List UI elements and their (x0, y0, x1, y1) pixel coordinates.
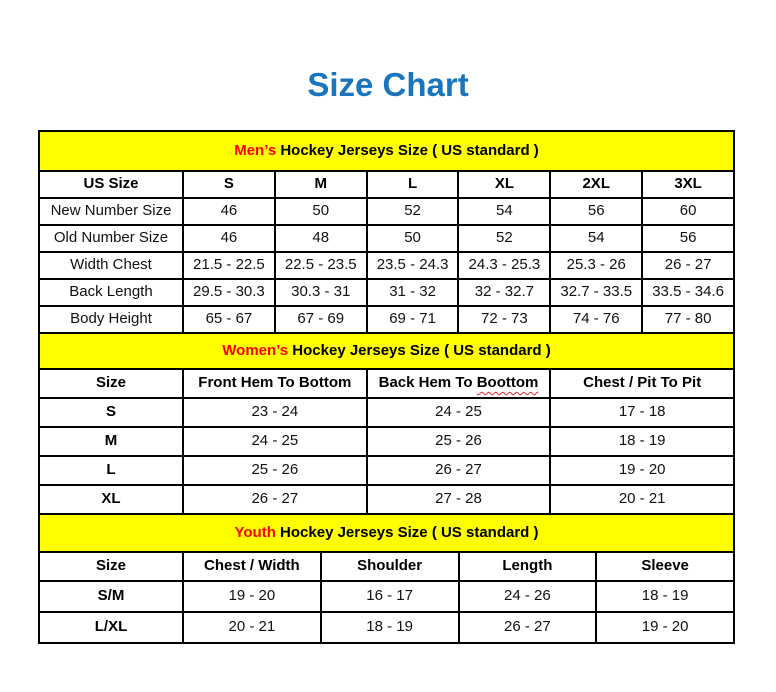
value-cell: 52 (458, 225, 550, 252)
value-cell: 22.5 - 23.5 (275, 252, 367, 279)
value-cell: 19 - 20 (550, 456, 734, 485)
womens-header-row (39, 369, 734, 398)
value-cell: 54 (550, 225, 642, 252)
youth-size-table (38, 513, 735, 644)
value-cell: 18 - 19 (596, 581, 734, 612)
youth-table-row-s-m (39, 581, 734, 612)
value-cell: 46 (183, 198, 275, 225)
womens-column-header-2: Back Hem To Boottom (367, 369, 551, 398)
value-cell: 31 - 32 (367, 279, 459, 306)
value-cell: 29.5 - 30.3 (183, 279, 275, 306)
youth-column-header-2: Shoulder (321, 552, 459, 581)
value-cell: 50 (275, 198, 367, 225)
value-cell: 24.3 - 25.3 (458, 252, 550, 279)
womens-table-row-s (39, 398, 734, 427)
value-cell: 32.7 - 33.5 (550, 279, 642, 306)
womens-caption-highlight: Women’s (222, 341, 289, 359)
row-label-cell: Width Chest (39, 252, 183, 279)
value-cell: 26 - 27 (642, 252, 734, 279)
mens-table-row-old-number-size (39, 225, 734, 252)
row-label-cell: Body Height (39, 306, 183, 333)
row-label-cell: S (39, 398, 183, 427)
value-cell: 27 - 28 (367, 485, 551, 514)
mens-table-row-body-height (39, 306, 734, 333)
mens-column-header-6: 3XL (642, 171, 734, 198)
value-cell: 19 - 20 (596, 612, 734, 643)
value-cell: 20 - 21 (183, 612, 321, 643)
value-cell: 19 - 20 (183, 581, 321, 612)
youth-column-header-1: Chest / Width (183, 552, 321, 581)
value-cell: 23.5 - 24.3 (367, 252, 459, 279)
youth-table-row-l-xl (39, 612, 734, 643)
value-cell: 65 - 67 (183, 306, 275, 333)
value-cell: 18 - 19 (550, 427, 734, 456)
row-label-cell: L (39, 456, 183, 485)
row-label-cell: M (39, 427, 183, 456)
youth-column-header-4: Sleeve (596, 552, 734, 581)
youth-header-row (39, 552, 734, 581)
value-cell: 54 (458, 198, 550, 225)
mens-table-row-new-number-size (39, 198, 734, 225)
value-cell: 32 - 32.7 (458, 279, 550, 306)
mens-table-row-width-chest (39, 252, 734, 279)
womens-size-table (38, 332, 735, 515)
value-cell: 26 - 27 (459, 612, 597, 643)
womens-table-row-l (39, 456, 734, 485)
mens-caption-highlight: Men’s (234, 141, 277, 159)
page-title: Size Chart (307, 66, 469, 103)
row-label-cell: Old Number Size (39, 225, 183, 252)
value-cell: 17 - 18 (550, 398, 734, 427)
value-cell: 24 - 25 (183, 427, 367, 456)
youth-caption-highlight: Youth (234, 523, 276, 541)
value-cell: 23 - 24 (183, 398, 367, 427)
youth-column-header-0: Size (39, 552, 183, 581)
value-cell: 26 - 27 (183, 485, 367, 514)
womens-caption-row (39, 333, 734, 369)
row-label-cell: Back Length (39, 279, 183, 306)
mens-table-row-back-length (39, 279, 734, 306)
value-cell: 16 - 17 (321, 581, 459, 612)
value-cell: 30.3 - 31 (275, 279, 367, 306)
mens-column-header-5: 2XL (550, 171, 642, 198)
womens-column-header-1: Front Hem To Bottom (183, 369, 367, 398)
youth-column-header-3: Length (459, 552, 597, 581)
size-tables (38, 130, 733, 644)
mens-caption-row (39, 131, 734, 171)
value-cell: 72 - 73 (458, 306, 550, 333)
value-cell: 46 (183, 225, 275, 252)
womens-column-header-3: Chest / Pit To Pit (550, 369, 734, 398)
womens-table-row-xl (39, 485, 734, 514)
mens-size-table (38, 130, 735, 334)
womens-table-caption: Women’s Hockey Jerseys Size ( US standard ) (39, 333, 734, 369)
mens-header-row (39, 171, 734, 198)
mens-column-header-4: XL (458, 171, 550, 198)
value-cell: 20 - 21 (550, 485, 734, 514)
value-cell: 74 - 76 (550, 306, 642, 333)
row-label-cell: S/M (39, 581, 183, 612)
womens-column-header-0: Size (39, 369, 183, 398)
value-cell: 77 - 80 (642, 306, 734, 333)
value-cell: 18 - 19 (321, 612, 459, 643)
youth-table-caption: Youth Hockey Jerseys Size ( US standard ) (39, 514, 734, 552)
value-cell: 33.5 - 34.6 (642, 279, 734, 306)
misspelled-word: Boottom (476, 374, 539, 392)
mens-column-header-2: M (275, 171, 367, 198)
value-cell: 24 - 25 (367, 398, 551, 427)
row-label-cell: New Number Size (39, 198, 183, 225)
row-label-cell: L/XL (39, 612, 183, 643)
value-cell: 24 - 26 (459, 581, 597, 612)
value-cell: 21.5 - 22.5 (183, 252, 275, 279)
mens-column-header-1: S (183, 171, 275, 198)
mens-column-header-3: L (367, 171, 459, 198)
value-cell: 52 (367, 198, 459, 225)
value-cell: 67 - 69 (275, 306, 367, 333)
value-cell: 56 (550, 198, 642, 225)
value-cell: 48 (275, 225, 367, 252)
value-cell: 25 - 26 (367, 427, 551, 456)
mens-column-header-0: US Size (39, 171, 183, 198)
value-cell: 69 - 71 (367, 306, 459, 333)
value-cell: 60 (642, 198, 734, 225)
row-label-cell: XL (39, 485, 183, 514)
value-cell: 50 (367, 225, 459, 252)
value-cell: 25 - 26 (183, 456, 367, 485)
value-cell: 25.3 - 26 (550, 252, 642, 279)
mens-table-caption: Men’s Hockey Jerseys Size ( US standard ) (39, 131, 734, 171)
youth-caption-row (39, 514, 734, 552)
value-cell: 26 - 27 (367, 456, 551, 485)
value-cell: 56 (642, 225, 734, 252)
womens-table-row-m (39, 427, 734, 456)
